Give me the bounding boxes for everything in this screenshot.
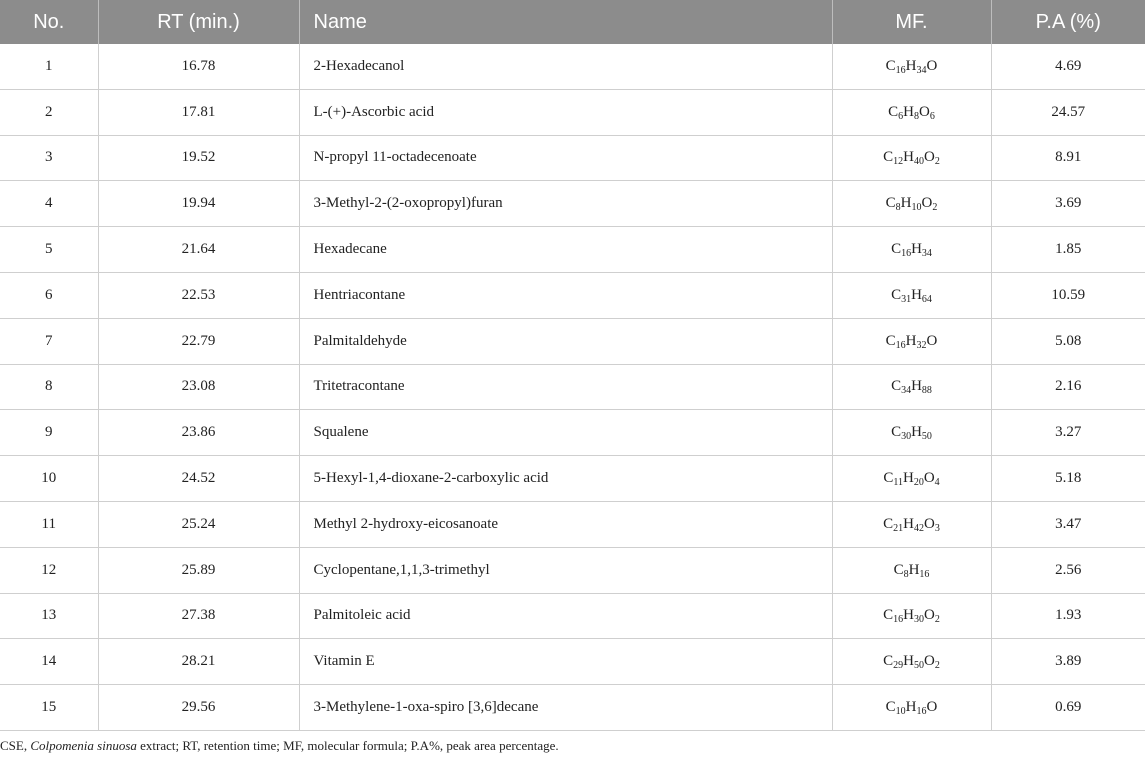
mf-subscript: 20: [913, 477, 924, 489]
footnote-prefix: CSE,: [0, 738, 31, 753]
mf-subscript: 16: [901, 248, 912, 260]
table-row: [0, 135, 1145, 181]
mf-element: H: [903, 515, 914, 532]
footnote-species: Colpomenia sinuosa: [30, 738, 137, 753]
mf-element: O: [919, 103, 930, 120]
header-rt: RT (min.): [98, 0, 299, 44]
cell-rt: 24.52: [98, 456, 299, 502]
mf-subscript: 16: [916, 706, 927, 718]
mf-subscript: 40: [914, 156, 924, 168]
mf-subscript: 21: [893, 522, 904, 534]
mf-element: O: [924, 607, 935, 624]
cell-pa: 0.69: [991, 685, 1145, 731]
cell-name: N-propyl 11-octadecenoate: [299, 135, 832, 181]
cell-no: 15: [0, 685, 98, 731]
cell-mf: [832, 547, 991, 593]
mf-element: H: [902, 470, 914, 487]
mf-subscript: 34: [901, 385, 912, 397]
table-body: [0, 44, 1145, 730]
mf-subscript: 2: [934, 156, 940, 168]
cell-name: 3-Methylene-1-oxa-spiro [3,6]decane: [299, 685, 832, 731]
cell-pa: 1.85: [991, 227, 1145, 273]
cell-name: Methyl 2-hydroxy-eicosanoate: [299, 501, 832, 547]
cell-rt: 27.38: [98, 593, 299, 639]
mf-element: C: [883, 515, 894, 532]
mf-element: C: [893, 561, 904, 578]
mf-element: H: [911, 286, 922, 303]
mf-element: O: [926, 332, 938, 349]
cell-pa: 3.47: [991, 501, 1145, 547]
cell-mf: [832, 181, 991, 227]
cell-name: Palmitoleic acid: [299, 593, 832, 639]
mf-subscript: 30: [914, 614, 924, 626]
table-row: [0, 272, 1145, 318]
table-row: [0, 410, 1145, 456]
cell-mf: [832, 135, 991, 181]
cell-rt: 21.64: [98, 227, 299, 273]
mf-element: H: [903, 103, 914, 120]
table-row: [0, 364, 1145, 410]
cell-name: Cyclopentane,1,1,3-trimethyl: [299, 547, 832, 593]
cell-name: Palmitaldehyde: [299, 318, 832, 364]
cell-name: 2-Hexadecanol: [299, 44, 832, 89]
cell-no: 13: [0, 593, 98, 639]
cell-mf: [832, 501, 991, 547]
cell-pa: 1.93: [991, 593, 1145, 639]
mf-subscript: 10: [895, 706, 906, 718]
mf-element: C: [885, 195, 896, 212]
mf-subscript: 16: [893, 614, 904, 626]
mf-element: C: [883, 149, 894, 166]
cell-rt: 16.78: [98, 44, 299, 89]
cell-no: 3: [0, 135, 98, 181]
cell-pa: 8.91: [991, 135, 1145, 181]
mf-subscript: 34: [921, 248, 932, 260]
cell-name: Tritetracontane: [299, 364, 832, 410]
mf-subscript: 34: [916, 64, 927, 76]
table-row: [0, 685, 1145, 731]
cell-mf: [832, 227, 991, 273]
cell-mf: [832, 593, 991, 639]
cell-mf: [832, 456, 991, 502]
mf-subscript: 88: [921, 385, 932, 397]
cell-rt: 25.24: [98, 501, 299, 547]
cell-rt: 23.08: [98, 364, 299, 410]
mf-element: O: [923, 470, 935, 487]
table-row: [0, 456, 1145, 502]
mf-subscript: 6: [898, 110, 904, 122]
mf-element: H: [908, 561, 920, 578]
mf-element: H: [911, 424, 922, 441]
cell-mf: [832, 89, 991, 135]
cell-rt: 25.89: [98, 547, 299, 593]
table-row: [0, 44, 1145, 89]
table-row: [0, 181, 1145, 227]
cell-pa: 3.89: [991, 639, 1145, 685]
cell-no: 10: [0, 456, 98, 502]
mf-subscript: 50: [914, 660, 924, 672]
cell-no: 8: [0, 364, 98, 410]
cell-mf: [832, 685, 991, 731]
cell-pa: 4.69: [991, 44, 1145, 89]
mf-element: O: [924, 515, 935, 532]
mf-subscript: 16: [919, 568, 930, 580]
mf-element: H: [903, 607, 914, 624]
mf-subscript: 3: [934, 522, 940, 534]
mf-element: C: [883, 607, 894, 624]
header-row: [0, 0, 1145, 44]
table-row: [0, 227, 1145, 273]
header-mf: MF.: [832, 0, 991, 44]
cell-no: 1: [0, 44, 98, 89]
mf-subscript: 2: [934, 614, 940, 626]
mf-element: H: [900, 195, 912, 212]
cell-no: 11: [0, 501, 98, 547]
cell-pa: 5.08: [991, 318, 1145, 364]
cell-name: 5-Hexyl-1,4-dioxane-2-carboxylic acid: [299, 456, 832, 502]
table-row: [0, 318, 1145, 364]
cell-mf: [832, 318, 991, 364]
cell-rt: 23.86: [98, 410, 299, 456]
cell-no: 5: [0, 227, 98, 273]
mf-element: H: [911, 378, 922, 395]
cell-no: 6: [0, 272, 98, 318]
cell-mf: [832, 410, 991, 456]
mf-element: C: [891, 424, 902, 441]
mf-element: C: [885, 699, 896, 716]
cell-pa: 5.18: [991, 456, 1145, 502]
cell-name: Vitamin E: [299, 639, 832, 685]
mf-element: H: [905, 332, 917, 349]
mf-subscript: 8: [895, 202, 901, 214]
cell-name: Squalene: [299, 410, 832, 456]
cell-mf: [832, 44, 991, 89]
cell-name: Hentriacontane: [299, 272, 832, 318]
cell-no: 7: [0, 318, 98, 364]
mf-element: H: [911, 241, 922, 258]
cell-pa: 2.16: [991, 364, 1145, 410]
cell-pa: 3.69: [991, 181, 1145, 227]
mf-subscript: 31: [901, 293, 912, 305]
mf-element: C: [885, 57, 896, 74]
footnote-suffix: extract; RT, retention time; MF, molecular formula; P.A%, peak area percentage.: [136, 738, 559, 753]
mf-subscript: 64: [921, 293, 932, 305]
mf-subscript: 2: [932, 202, 938, 214]
cell-mf: [832, 272, 991, 318]
cell-rt: 22.53: [98, 272, 299, 318]
cell-name: L-(+)-Ascorbic acid: [299, 89, 832, 135]
mf-element: C: [891, 241, 902, 258]
mf-element: O: [924, 149, 935, 166]
mf-subscript: 6: [929, 110, 935, 122]
header-pa: P.A (%): [991, 0, 1145, 44]
cell-name: Hexadecane: [299, 227, 832, 273]
mf-subscript: 4: [934, 477, 940, 489]
mf-subscript: 32: [916, 339, 927, 351]
header-no: No.: [0, 0, 98, 44]
table-footnote: [0, 738, 1145, 754]
cell-no: 12: [0, 547, 98, 593]
mf-subscript: 30: [901, 431, 912, 443]
table-row: [0, 639, 1145, 685]
cell-no: 2: [0, 89, 98, 135]
mf-element: O: [926, 57, 938, 74]
cell-pa: 3.27: [991, 410, 1145, 456]
mf-subscript: 10: [911, 202, 922, 214]
mf-subscript: 42: [914, 522, 924, 534]
table-row: [0, 593, 1145, 639]
mf-subscript: 8: [903, 568, 909, 580]
cell-rt: 17.81: [98, 89, 299, 135]
mf-element: C: [891, 378, 902, 395]
cell-mf: [832, 364, 991, 410]
cell-rt: 19.94: [98, 181, 299, 227]
cell-no: 4: [0, 181, 98, 227]
table-row: [0, 547, 1145, 593]
mf-element: H: [903, 149, 914, 166]
mf-element: O: [921, 195, 933, 212]
cell-mf: [832, 639, 991, 685]
cell-pa: 10.59: [991, 272, 1145, 318]
table-row: [0, 501, 1145, 547]
cell-no: 9: [0, 410, 98, 456]
mf-subscript: 11: [893, 477, 903, 489]
cell-rt: 22.79: [98, 318, 299, 364]
table-row: [0, 89, 1145, 135]
mf-subscript: 12: [893, 156, 904, 168]
mf-element: O: [926, 699, 938, 716]
cell-pa: 2.56: [991, 547, 1145, 593]
header-name: Name: [299, 0, 832, 44]
mf-subscript: 50: [921, 431, 932, 443]
mf-subscript: 16: [895, 339, 906, 351]
mf-element: C: [891, 286, 902, 303]
cell-rt: 28.21: [98, 639, 299, 685]
cell-name: 3-Methyl-2-(2-oxopropyl)furan: [299, 181, 832, 227]
mf-element: H: [905, 699, 917, 716]
cell-rt: 19.52: [98, 135, 299, 181]
cell-pa: 24.57: [991, 89, 1145, 135]
cell-rt: 29.56: [98, 685, 299, 731]
mf-subscript: 29: [893, 660, 904, 672]
mf-subscript: 2: [934, 660, 940, 672]
mf-element: H: [905, 57, 917, 74]
cell-no: 14: [0, 639, 98, 685]
mf-element: C: [885, 332, 896, 349]
mf-element: O: [924, 653, 935, 670]
mf-element: C: [888, 103, 899, 120]
mf-element: C: [883, 470, 894, 487]
mf-subscript: 16: [895, 64, 906, 76]
mf-element: H: [903, 653, 914, 670]
mf-subscript: 8: [914, 110, 919, 122]
mf-element: C: [883, 653, 894, 670]
